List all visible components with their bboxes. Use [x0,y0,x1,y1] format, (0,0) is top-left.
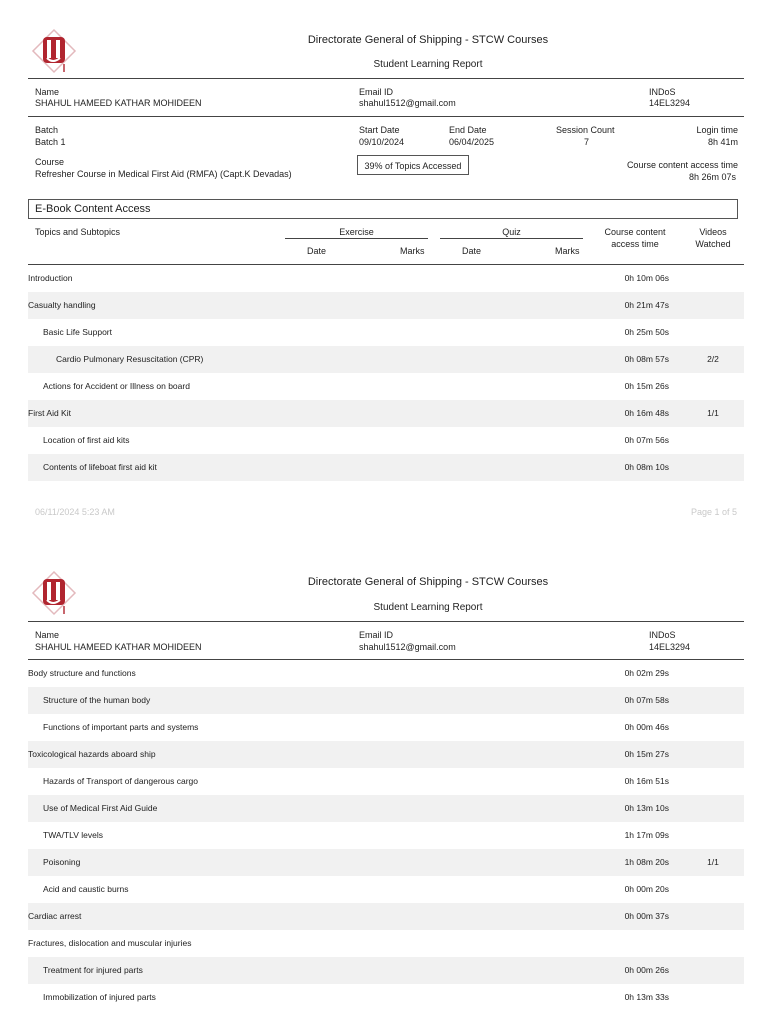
topic-name: Structure of the human body [43,695,151,705]
videos-watched: 2/2 [707,354,719,364]
report-title: Directorate General of Shipping - STCW Courses [307,34,549,46]
col-quiz-date: Date [462,246,482,256]
topic-name: Casualty handling [28,300,96,310]
topic-row [28,427,744,454]
indos-label: INDoS [649,630,676,640]
name-label: Name [35,630,60,640]
topic-row [28,795,744,822]
col-quiz-marks: Marks [555,246,580,256]
access-time: 0h 25m 50s [624,327,669,337]
student-name: SHAHUL HAMEED KATHAR MOHIDEEN [35,642,202,652]
access-time: 0h 02m 29s [624,668,669,678]
col-quiz: Quiz [502,227,521,237]
end-date: 06/04/2025 [449,137,495,147]
col-exercise-date: Date [307,246,327,256]
topics-accessed-badge: 39% of Topics Accessed [357,155,469,175]
topic-row [28,957,744,984]
access-time: 0h 00m 26s [624,965,669,975]
print-timestamp: 06/11/2024 5:23 AM [35,507,115,517]
topic-row [28,903,744,930]
access-time: 0h 07m 58s [624,695,669,705]
indos-label: INDoS [649,87,676,97]
access-time: 0h 15m 26s [624,381,669,391]
access-time: 0h 16m 51s [624,776,669,786]
access-time: 0h 08m 10s [624,462,669,472]
batch-label: Batch [35,125,59,135]
topic-name: Immobilization of injured parts [43,992,156,1002]
topic-name: Functions of important parts and systems [43,722,199,732]
topic-name: Fractures, dislocation and muscular injuries [28,938,192,948]
page-number: Page 1 of 5 [690,507,737,517]
col-access-line2: access time [611,239,659,249]
topic-row [28,400,744,427]
header-divider [28,621,744,622]
student-email: shahul1512@gmail.com [359,642,456,652]
topic-row [28,741,744,768]
start-date: 09/10/2024 [359,137,405,147]
col-videos-line1: Videos [699,227,727,237]
topic-row [28,714,744,741]
access-time: 0h 10m 06s [624,273,669,283]
email-label: Email ID [359,87,394,97]
access-time: 0h 15m 27s [624,749,669,759]
student-name: SHAHUL HAMEED KATHAR MOHIDEEN [35,98,202,108]
topic-row [28,822,744,849]
topic-name: TWA/TLV levels [43,830,103,840]
header-divider [28,78,744,79]
session-count: 7 [584,137,590,147]
topic-name: Body structure and functions [28,668,136,678]
topic-name: Cardiac arrest [28,911,82,921]
topic-row [28,849,744,876]
access-time: 0h 13m 10s [624,803,669,813]
topic-row [28,876,744,903]
access-time: 0h 07m 56s [624,435,669,445]
topic-name: Toxicological hazards aboard ship [28,749,156,759]
topic-row [28,768,744,795]
start-date-label: Start Date [359,125,400,135]
topic-name: Poisoning [43,857,81,867]
topic-name: Cardio Pulmonary Resuscitation (CPR) [56,354,204,364]
videos-watched: 1/1 [707,857,719,867]
col-videos-line2: Watched [695,239,731,249]
access-time: 0h 16m 48s [624,408,669,418]
content-access-label: Course content access time [626,160,738,170]
batch-value: Batch 1 [35,137,66,147]
access-time: 0h 13m 33s [624,992,669,1002]
col-exercise: Exercise [339,227,374,237]
course-label: Course [35,157,65,167]
email-label: Email ID [359,630,394,640]
topic-name: Introduction [28,273,73,283]
topic-row [28,292,744,319]
student-divider [28,116,744,117]
indos-number: 14EL3294 [649,98,691,108]
topic-name: Hazards of Transport of dangerous cargo [43,776,198,786]
course-name: Refresher Course in Medical First Aid (RMFA) (Capt.K Devadas) [35,169,292,179]
topic-row [28,930,744,957]
student-email: shahul1512@gmail.com [359,98,456,108]
topic-row [28,660,744,687]
topic-name: Treatment for injured parts [43,965,143,975]
topic-name: Acid and caustic burns [43,884,129,894]
access-time: 0h 00m 37s [624,911,669,921]
col-exercise-marks: Marks [400,246,425,256]
topic-row [28,984,744,1011]
access-time: 0h 00m 20s [624,884,669,894]
topic-name: Contents of lifeboat first aid kit [43,462,157,472]
section-title: E-Book Content Access [28,199,738,219]
topic-name: Actions for Accident or Illness on board [43,381,190,391]
content-access-time: 8h 26m 07s [688,172,736,182]
col-topics: Topics and Subtopics [35,227,121,237]
topic-name: Use of Medical First Aid Guide [43,803,158,813]
topic-name: Basic Life Support [43,327,112,337]
col-access-line1: Course content [604,227,666,237]
topic-row [28,454,744,481]
page2-topic-list [28,660,744,1011]
report-subtitle: Student Learning Report [373,602,483,613]
videos-watched: 1/1 [707,408,719,418]
end-date-label: End Date [449,125,487,135]
access-time: 1h 08m 20s [624,857,669,867]
name-label: Name [35,87,60,97]
login-time-label: Login time [696,125,738,135]
topic-row [28,687,744,714]
topic-name: Location of first aid kits [43,435,130,445]
quiz-underline [440,238,583,239]
page1-topic-list [28,265,744,481]
dg-shipping-logo-icon [31,28,77,74]
dg-shipping-logo-icon [31,570,77,616]
topic-row [28,346,744,373]
topic-row [28,265,744,292]
exercise-underline [285,238,428,239]
access-time: 1h 17m 09s [624,830,669,840]
login-time: 8h 41m [707,137,738,147]
topic-row [28,373,744,400]
report-title: Directorate General of Shipping - STCW Courses [307,576,549,588]
access-time: 0h 21m 47s [624,300,669,310]
topic-row [28,319,744,346]
access-time: 0h 08m 57s [624,354,669,364]
access-time: 0h 00m 46s [624,722,669,732]
report-subtitle: Student Learning Report [373,59,483,70]
topic-name: First Aid Kit [28,408,71,418]
indos-number: 14EL3294 [649,642,691,652]
session-count-label: Session Count [556,125,615,135]
